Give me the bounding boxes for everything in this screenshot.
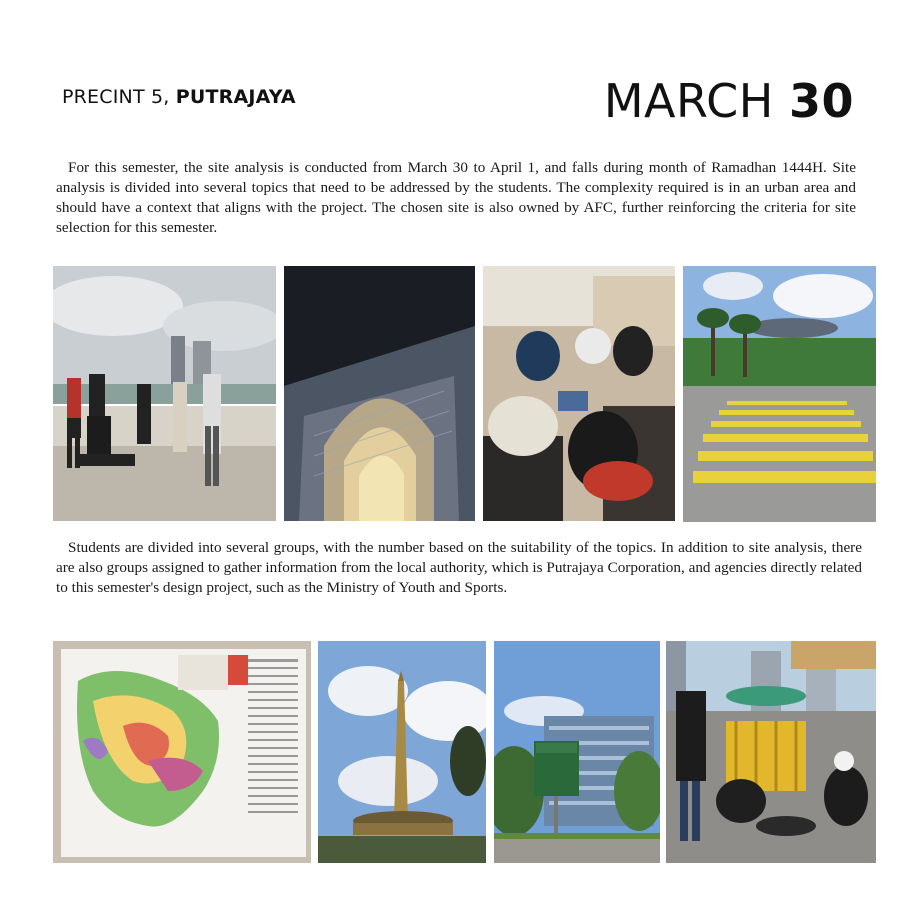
groups-paragraph: Students are divided into several groups, with the number based on the suitability of the topics. In addition to site analysis, there are also groups assigned to gather information from the local authority, which is Putrajaya Corporation, and agencies directly related to this semester's design project, such as the Ministry of Youth and Sports. <box>56 539 862 596</box>
photo-students-working <box>483 266 675 521</box>
intro-paragraph: For this semester, the site analysis is conducted from March 30 to April 1, and falls during month of Ramadhan 1444H. Site analysis is divided into several topics that need to be addressed by the students. The complexity required is in an urban area and should have a context that aligns with the project. The chosen site is also owned by AFC, further reinforcing the criteria for site selection for this semester. <box>56 159 856 236</box>
photo-group-skyline <box>53 266 276 521</box>
location-prefix: PRECINT 5, <box>62 86 176 108</box>
photo-mosque-arch <box>284 266 475 521</box>
photo-zoning-map <box>53 641 311 863</box>
location-title <box>62 86 296 108</box>
date-day: 30 <box>788 74 854 128</box>
location-bold: PUTRAJAYA <box>175 86 296 108</box>
photo-crosswalk <box>683 266 876 522</box>
date-title <box>603 74 854 128</box>
photo-monument <box>318 641 486 863</box>
photo-group-railing <box>666 641 876 863</box>
photo-building-sign <box>494 641 660 863</box>
date-month: MARCH <box>603 74 789 128</box>
